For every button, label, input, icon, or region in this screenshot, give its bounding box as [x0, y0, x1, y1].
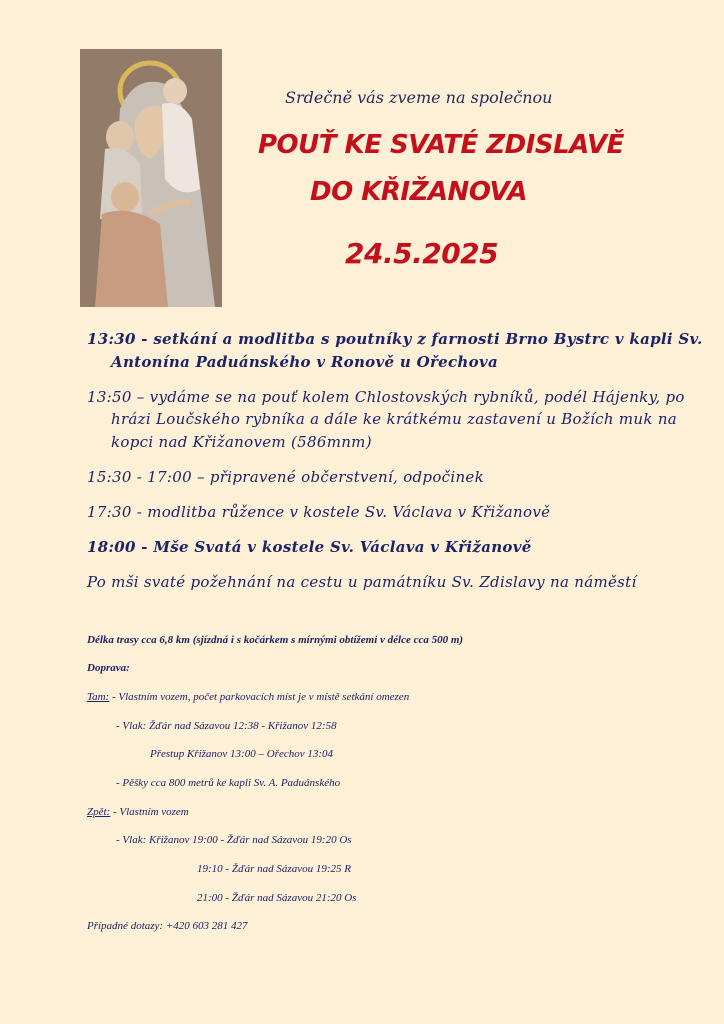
there-transfer: Přestup Křižanov 13:00 – Ořechov 13:04 — [150, 748, 334, 760]
program-list — [87, 328, 707, 606]
back-car-row — [87, 806, 189, 818]
there-label: Tam: — [87, 691, 110, 703]
there-car-row — [87, 691, 409, 703]
event-date: 24.5.2025 — [345, 237, 499, 270]
event-title-line1: POUŤ KE SVATÉ ZDISLAVĚ — [258, 130, 624, 160]
there-walk: - Pěšky cca 800 metrů ke kapli Sv. A. Paduánského — [116, 777, 341, 789]
event-title-line2: DO KŘIŽANOVA — [310, 177, 527, 207]
header — [0, 0, 724, 300]
contact-info: Případné dotazy: +420 603 281 427 — [87, 920, 248, 932]
program-item: 18:00 - Mše Svatá v kostele Sv. Václava v Křižanově — [87, 537, 532, 556]
back-train-2: 19:10 - Žďár nad Sázavou 19:25 R — [197, 863, 351, 875]
route-length: Délka trasy cca 6,8 km (sjízdná i s kočárkem s mírnými obtížemi v délce cca 500 m) — [87, 634, 464, 646]
there-train: - Vlak: Žďár nad Sázavou 12:38 - Křižanov 12:58 — [116, 720, 337, 732]
program-item: 13:50 – vydáme se na pouť kolem Chlostovských rybníků, podél Hájenky, po hrázi Loučského rybníka a dále ke krátkému zastavení u Božích muk na kopci nad Křižanovem (586mnm) — [87, 387, 685, 451]
back-car: - Vlastním vozem — [110, 806, 189, 818]
program-item: Po mši svaté požehnání na cestu u památníku Sv. Zdislavy na náměstí — [87, 572, 637, 591]
invitation-text: Srdečně vás zveme na společnou — [285, 88, 553, 107]
program-item: 17:30 - modlitba růžence v kostele Sv. Václava v Křižanově — [87, 502, 551, 521]
back-label: Zpět: — [87, 806, 111, 818]
back-train-3: 21:00 - Žďár nad Sázavou 21:20 Os — [197, 892, 357, 904]
there-car: - Vlastním vozem, počet parkovacích míst je v místě setkání omezen — [109, 691, 410, 703]
transport-heading: Doprava: — [87, 662, 130, 674]
program-item: 13:30 - setkání a modlitba s poutníky z farnosti Brno Bystrc v kapli Sv. Antonína Paduánského v Ronově u Ořechova — [87, 330, 703, 371]
program-item: 15:30 - 17:00 – připravené občerstvení, odpočinek — [87, 467, 484, 486]
back-train-1: - Vlak: Křižanov 19:00 - Žďár nad Sázavou 19:20 Os — [116, 834, 352, 846]
